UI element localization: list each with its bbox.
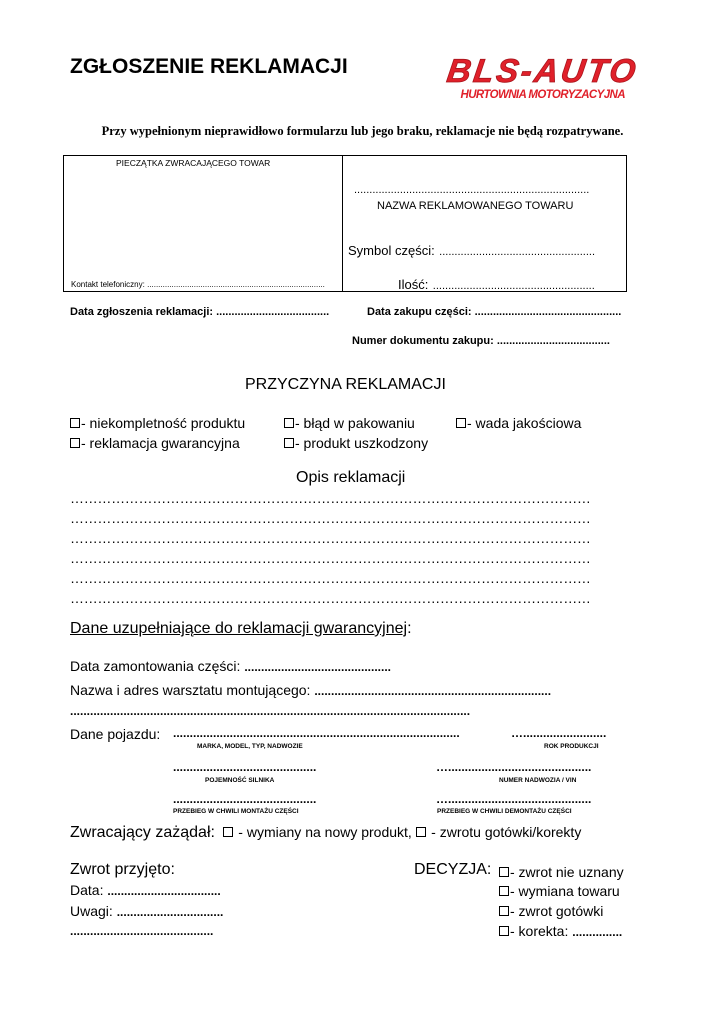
decision-heading: DECYZJA: <box>414 861 492 878</box>
workshop-line2[interactable]: ........................................................................................................................ <box>70 704 471 718</box>
report-date-dots: ..................................... <box>216 306 330 318</box>
mount-date-dots: ............................................ <box>244 660 392 674</box>
acceptance-extra-dots[interactable]: ........................................... <box>70 924 214 938</box>
checkbox-icon[interactable] <box>70 438 80 448</box>
checkbox-icon[interactable] <box>499 867 509 877</box>
report-date-label: Data zgłoszenia reklamacji: <box>70 306 214 318</box>
page-title: ZGŁOSZENIE REKLAMACJI <box>70 55 348 78</box>
acceptance-date-field[interactable] <box>70 882 221 898</box>
mount-date-label: Data zamontowania części: <box>70 658 241 674</box>
purchase-date-label: Data zakupu części: <box>367 306 472 318</box>
acceptance-date-dots: .................................. <box>107 884 221 898</box>
checkbox-icon[interactable] <box>499 886 509 896</box>
checkbox-icon[interactable] <box>284 418 294 428</box>
acceptance-notes-label: Uwagi: <box>70 903 113 919</box>
checkbox-icon[interactable] <box>223 827 233 837</box>
notice-text: Przy wypełnionym nieprawidłowo formularzu lub jego braku, reklamacje nie będą rozpatrywane. <box>101 124 624 138</box>
description-line[interactable]: …………………………………………………………………………………………………… <box>70 510 591 526</box>
checkbox-icon[interactable] <box>70 418 80 428</box>
vin-dots[interactable]: …........................................... <box>436 760 592 774</box>
vehicle-label: Dane pojazdu: <box>70 726 161 742</box>
request-label: Zwracający zażądał: <box>70 824 215 841</box>
description-line[interactable]: …………………………………………………………………………………………………… <box>70 530 591 546</box>
part-symbol-label: Symbol części: <box>348 243 435 258</box>
checkbox-icon[interactable] <box>499 926 509 936</box>
purchase-date-field[interactable] <box>367 306 621 318</box>
acceptance-notes-dots: ................................ <box>116 905 224 919</box>
description-line[interactable]: …………………………………………………………………………………………………… <box>70 490 591 506</box>
stamp-product-box <box>63 155 627 292</box>
product-name-label: NAZWA REKLAMOWANEGO TOWARU <box>377 200 574 212</box>
checkbox-icon[interactable] <box>499 906 509 916</box>
description-line[interactable]: …………………………………………………………………………………………………… <box>70 590 591 606</box>
workshop-field[interactable] <box>70 682 551 698</box>
make-caption: MARKA, MODEL, TYP, NADWOZIE <box>197 743 303 750</box>
engine-dots[interactable]: ........................................... <box>173 760 317 774</box>
acceptance-heading: Zwrot przyjęto: <box>70 861 175 878</box>
phone-label: Kontakt telefoniczny: <box>71 280 145 289</box>
request-option-refund[interactable]: - zwrotu gotówki/korekty <box>416 824 581 840</box>
workshop-dots: ....................................................................... <box>314 684 552 698</box>
quantity-dots: ..................................................... <box>432 280 595 292</box>
box-divider <box>342 156 343 291</box>
mileage-dismount-dots[interactable]: …........................................... <box>436 792 592 806</box>
product-name-dots[interactable]: ............................................................................. <box>354 184 590 196</box>
reason-option-packing-error[interactable]: - błąd w pakowaniu <box>284 415 415 431</box>
warranty-heading: Dane uzupełniające do reklamacji gwarancyjnej: <box>70 620 412 637</box>
acceptance-notes-field[interactable] <box>70 903 223 919</box>
vehicle-year-dots[interactable]: …......................... <box>511 726 607 740</box>
phone-field[interactable] <box>71 280 325 289</box>
year-caption: ROK PRODUKCJI <box>544 743 599 750</box>
mileage-mount-dots[interactable]: ........................................... <box>173 792 317 806</box>
checkbox-icon[interactable] <box>456 418 466 428</box>
part-symbol-field[interactable] <box>348 242 595 260</box>
purchase-doc-label: Numer dokumentu zakupu: <box>352 335 494 347</box>
checkbox-icon[interactable] <box>284 438 294 448</box>
correction-dots: ............... <box>572 925 623 939</box>
mount-date-field[interactable] <box>70 658 391 674</box>
bls-auto-logo <box>443 52 638 102</box>
description-line[interactable]: …………………………………………………………………………………………………… <box>70 570 591 586</box>
description-heading: Opis reklamacji <box>296 469 406 486</box>
mileage-mount-caption: PRZEBIEG W CHWILI MONTAŻU CZĘŚCI <box>173 808 299 815</box>
purchase-doc-dots: ..................................... <box>496 335 610 347</box>
stamp-label: PIECZĄTKA ZWRACAJĄCEGO TOWAR <box>116 158 271 168</box>
workshop-label: Nazwa i adres warsztatu montującego: <box>70 682 311 698</box>
decision-option-rejected[interactable]: - zwrot nie uznany <box>499 864 624 880</box>
checkbox-icon[interactable] <box>416 827 426 837</box>
reason-option-incomplete[interactable]: - niekompletność produktu <box>70 415 245 431</box>
request-option-replacement[interactable]: - wymiany na nowy produkt, <box>219 824 411 840</box>
reason-heading: PRZYCZYNA REKLAMACJI <box>245 376 446 393</box>
description-line[interactable]: …………………………………………………………………………………………………… <box>70 550 591 566</box>
engine-caption: POJEMNOŚĆ SILNIKA <box>205 777 275 784</box>
report-date-field[interactable] <box>70 306 329 318</box>
decision-option-cash-refund[interactable]: - zwrot gotówki <box>499 903 603 919</box>
decision-option-replacement[interactable]: - wymiana towaru <box>499 883 620 899</box>
decision-option-correction[interactable]: - korekta: ............... <box>499 923 622 939</box>
vin-caption: NUMER NADWOZIA / VIN <box>499 777 577 784</box>
reason-option-warranty[interactable]: - reklamacja gwarancyjna <box>70 435 240 451</box>
part-symbol-dots: ................................................... <box>439 246 596 258</box>
phone-dots: ................................................................................ <box>147 280 325 289</box>
logo-main-text: BLS-AUTO <box>444 53 638 90</box>
acceptance-date-label: Data: <box>70 882 104 898</box>
logo-sub-text: HURTOWNIA MOTORYZACYJNA <box>460 89 626 101</box>
purchase-doc-field[interactable] <box>352 335 610 347</box>
mileage-dismount-caption: PRZEBIEG W CHWILI DEMONTAŻU CZĘŚCI <box>437 808 572 815</box>
request-row <box>70 824 581 842</box>
purchase-date-dots: ................................................ <box>474 306 622 318</box>
reason-option-damaged[interactable]: - produkt uszkodzony <box>284 435 428 451</box>
vehicle-make-dots[interactable]: ...................................................................................... <box>173 726 460 740</box>
quantity-field[interactable] <box>398 276 595 294</box>
reason-option-quality-defect[interactable]: - wada jakościowa <box>456 415 581 431</box>
quantity-label: Ilość: <box>398 277 429 292</box>
